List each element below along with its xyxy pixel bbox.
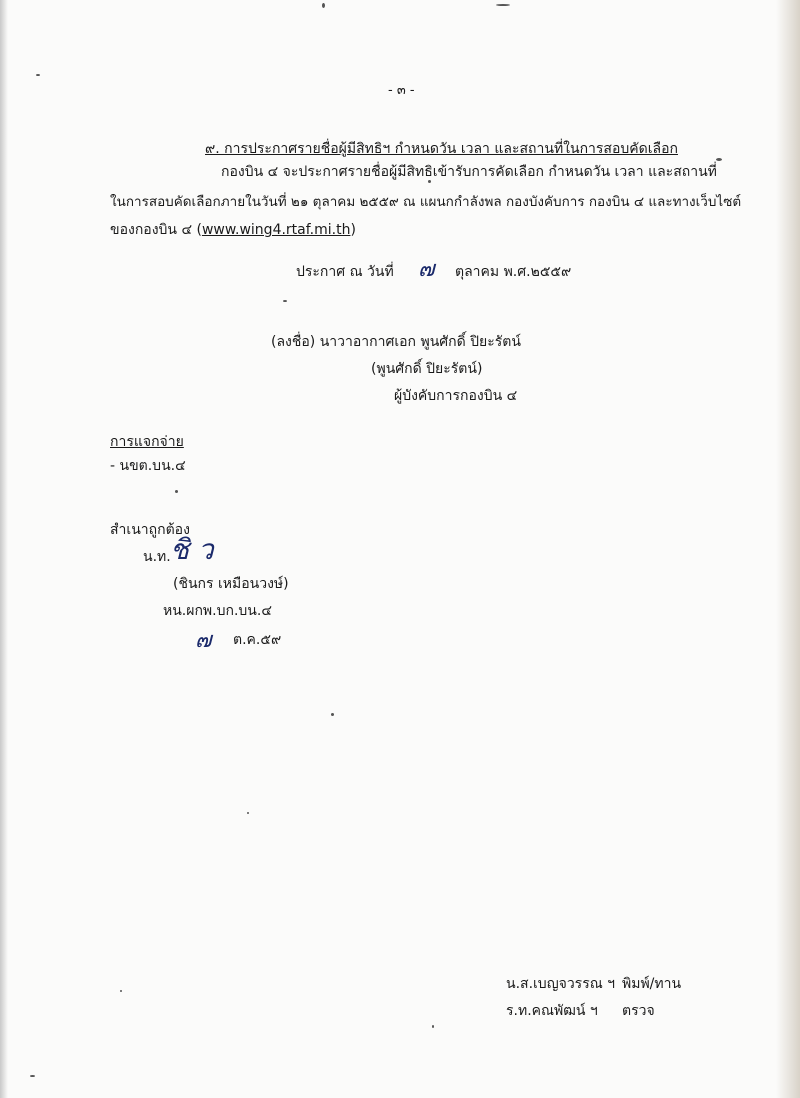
handwritten-date-day: ๗ bbox=[195, 628, 212, 653]
section-heading bbox=[205, 140, 678, 158]
scan-speck bbox=[36, 74, 40, 76]
footer-checker-name: ร.ท.คณพัฒน์ ฯ bbox=[506, 1003, 598, 1019]
paragraph-line-1: กองบิน ๔ จะประกาศรายชื่อผู้มีสิทธิเข้ารับการคัดเลือก กำหนดวัน เวลา และสถานที่ bbox=[221, 164, 717, 180]
paragraph-line-3 bbox=[110, 221, 356, 239]
scan-speck bbox=[322, 3, 325, 8]
scan-edge-left bbox=[0, 0, 8, 1098]
scan-speck bbox=[247, 812, 249, 814]
footer-typist-role: พิมพ์/ทาน bbox=[622, 976, 682, 992]
scan-speck bbox=[496, 4, 510, 6]
signatory-name: (พูนศักดิ์ ปิยะรัตน์) bbox=[371, 361, 483, 377]
announcement-suffix: ตุลาคม พ.ศ.๒๕๕๙ bbox=[455, 264, 572, 280]
scan-speck bbox=[432, 1025, 434, 1028]
scan-speck bbox=[175, 490, 178, 493]
scan-speck bbox=[120, 990, 122, 992]
handwritten-signature: ชิ ว bbox=[170, 533, 214, 566]
signatory-position: ผู้บังคับการกองบิน ๔ bbox=[394, 388, 518, 404]
page-number: - ๓ - bbox=[388, 83, 415, 98]
certified-rank: น.ท. bbox=[143, 549, 171, 565]
scan-speck bbox=[331, 713, 334, 716]
paragraph-line-3-prefix: ของกองบิน ๔ ( bbox=[110, 222, 202, 238]
website-link[interactable]: www.wing4.rtaf.mi.th bbox=[201, 222, 351, 238]
certified-name: (ชินกร เหมือนวงษ์) bbox=[173, 576, 289, 592]
scan-speck bbox=[283, 300, 287, 302]
announcement-prefix: ประกาศ ณ วันที่ bbox=[296, 264, 394, 280]
footer-typist-name: น.ส.เบญจวรรณ ฯ bbox=[506, 976, 616, 992]
signatory-signed-line: (ลงชื่อ) นาวาอากาศเอก พูนศักดิ์ ปิยะรัตน์ bbox=[271, 334, 521, 350]
paragraph-line-2: ในการสอบคัดเลือกภายในวันที่ ๒๑ ตุลาคม ๒๕๕๙ ณ แผนกกำลังพล กองบังคับการ กองบิน ๔ และทางเว็บไซต์ bbox=[110, 194, 742, 210]
handwritten-day: ๗ bbox=[418, 257, 435, 282]
footer-checker-role: ตรวจ bbox=[622, 1003, 655, 1019]
certified-position: หน.ผกพ.บก.บน.๔ bbox=[163, 603, 272, 619]
scan-edge-right bbox=[776, 0, 800, 1098]
scan-speck bbox=[428, 180, 431, 183]
distribution-heading-text: การแจกจ่าย bbox=[110, 434, 184, 450]
section-heading-text: ๙. การประกาศรายชื่อผู้มีสิทธิฯ กำหนดวัน เวลา และสถานที่ในการสอบคัดเลือก bbox=[205, 141, 678, 157]
scan-speck bbox=[716, 158, 722, 161]
distribution-item: - นขต.บน.๔ bbox=[110, 458, 186, 474]
distribution-heading bbox=[110, 433, 184, 451]
paragraph-line-3-suffix: ) bbox=[350, 222, 356, 238]
certified-date-suffix: ต.ค.๕๙ bbox=[233, 632, 282, 648]
certified-copy-heading: สำเนาถูกต้อง bbox=[110, 522, 190, 538]
scan-speck bbox=[30, 1075, 35, 1077]
